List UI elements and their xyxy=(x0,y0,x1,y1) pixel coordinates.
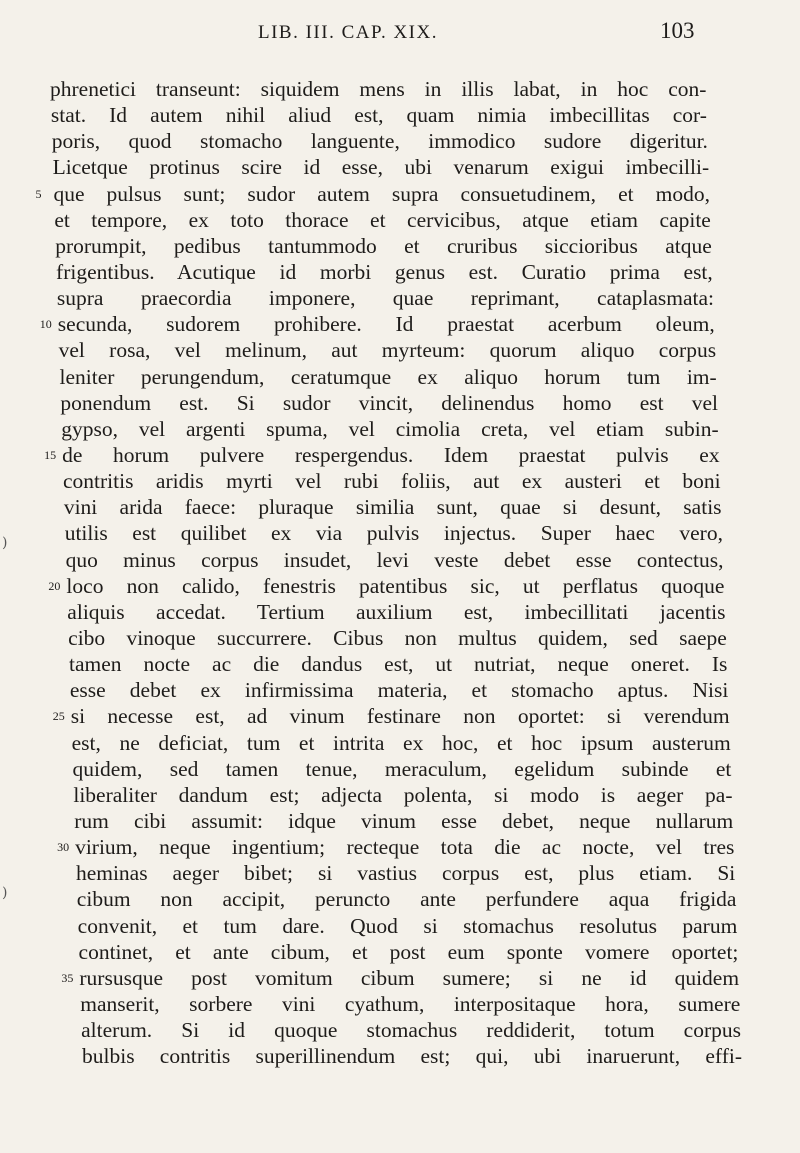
text-line xyxy=(0,1043,800,1069)
line-text: de horum pulvere respergendus. Idem praestat pulvis ex xyxy=(62,442,720,467)
line-number: 20 xyxy=(48,578,61,593)
line-text: tamen nocte ac die dandus est, ut nutriat, neque oneret. Is xyxy=(69,652,728,677)
body-text xyxy=(0,76,800,1069)
line-text: phrenetici transeunt: siquidem mens in illis labat, in hoc con- xyxy=(50,77,707,101)
line-text: prorumpit, pedibus tantummodo et cruribus siccioribus atque xyxy=(55,233,712,258)
line-text: et tempore, ex toto thorace et cervicibus, atque etiam capite xyxy=(54,207,711,232)
line-text: frigentibus. Acutique id morbi genus est. Curatio prima est, xyxy=(56,259,713,284)
line-text: esse debet ex infirmissima materia, et stomacho aptus. Nisi xyxy=(69,678,729,703)
line-text: liberaliter dandum est; adjecta polenta, si modo is aeger pa- xyxy=(73,782,733,807)
line-text: secunda, sudorem prohibere. Id praestat acerbum oleum, xyxy=(57,312,715,337)
text-line xyxy=(0,886,800,912)
text-line xyxy=(0,311,800,337)
page-number: 103 xyxy=(660,18,695,43)
margin-mark: ) xyxy=(2,885,8,901)
line-number: 10 xyxy=(39,317,52,332)
text-line xyxy=(0,416,800,442)
text-line xyxy=(0,808,800,834)
text-line xyxy=(0,599,800,625)
line-number: 25 xyxy=(52,709,65,724)
text-line xyxy=(0,1017,800,1043)
line-text: rum cibi assumit: idque vinum esse debet, neque nullarum xyxy=(74,808,734,833)
line-text: si necesse est, ad vinum festinare non oportet: si verendum xyxy=(70,704,730,729)
line-text: quo minus corpus insudet, levi veste debet esse contectus, xyxy=(65,547,724,572)
line-number: 5 xyxy=(35,186,42,201)
line-text: vini arida faece: pluraque similia sunt, quae si desunt, satis xyxy=(63,495,722,520)
line-text: que pulsus sunt; sudor autem supra consuetudinem, et modo, xyxy=(53,181,710,206)
text-line xyxy=(0,285,800,311)
line-text: gypso, vel argenti spuma, vel cimolia creta, vel etiam subin- xyxy=(61,416,719,441)
line-number: 15 xyxy=(44,447,57,462)
line-text: bulbis contritis superillinendum est; qui, ubi inaruerunt, effi- xyxy=(82,1044,742,1069)
line-number: 30 xyxy=(57,840,70,855)
line-text: aliquis accedat. Tertium auxilium est, imbecillitati jacentis xyxy=(67,599,726,624)
line-text: heminas aeger bibet; si vastius corpus est, plus etiam. Si xyxy=(75,861,736,886)
line-text: alterum. Si id quoque stomachus reddiderit, totum corpus xyxy=(81,1018,742,1043)
text-line xyxy=(0,913,800,939)
text-line xyxy=(0,233,800,259)
margin-mark: ) xyxy=(2,535,8,551)
text-line xyxy=(0,442,800,468)
text-line xyxy=(0,651,800,677)
text-line xyxy=(0,834,800,860)
line-text: stat. Id autem nihil aliud est, quam nimia imbecillitas cor- xyxy=(50,103,707,128)
text-line xyxy=(0,207,800,233)
text-line xyxy=(0,494,800,520)
text-line xyxy=(0,965,800,991)
line-text: cibo vinoque succurrere. Cibus non multus quidem, sed saepe xyxy=(68,625,727,650)
line-text: loco non calido, fenestris patentibus sic, ut perflatus quoque xyxy=(66,573,725,598)
line-text: est, ne deficiat, tum et intrita ex hoc, et hoc ipsum austerum xyxy=(71,730,731,755)
line-text: continet, et ante cibum, et post eum sponte vomere oportet; xyxy=(78,939,739,964)
text-line xyxy=(0,520,800,546)
text-line xyxy=(0,625,800,651)
line-text: poris, quod stomacho languente, immodico sudore digeritur. xyxy=(51,129,708,154)
line-text: ponendum est. Si sudor vincit, delinendus homo est vel xyxy=(60,390,719,415)
line-text: Licetque protinus scire id esse, ubi venarum exigui imbecilli- xyxy=(52,155,710,180)
line-text: convenit, et tum dare. Quod si stomachus resolutus parum xyxy=(77,913,738,938)
text-line xyxy=(0,337,800,363)
text-line xyxy=(0,677,800,703)
text-line xyxy=(0,128,800,154)
text-line xyxy=(0,730,800,756)
text-line xyxy=(0,154,800,180)
line-text: cibum non accipit, peruncto ante perfundere aqua frigida xyxy=(76,887,737,912)
text-line xyxy=(0,939,800,965)
text-line xyxy=(0,703,800,729)
line-text: manserit, sorbere vini cyathum, interpositaque hora, sumere xyxy=(80,991,741,1016)
text-line xyxy=(0,181,800,207)
line-number: 35 xyxy=(61,970,74,985)
page-header xyxy=(0,18,800,52)
line-text: virium, neque ingentium; recteque tota die ac nocte, vel tres xyxy=(75,835,735,860)
text-line xyxy=(0,547,800,573)
running-head: LIB. III. CAP. XIX. xyxy=(258,22,438,43)
text-line xyxy=(0,76,800,102)
line-text: supra praecordia imponere, quae reprimant, cataplasmata: xyxy=(56,286,715,311)
text-line xyxy=(0,573,800,599)
text-line xyxy=(0,390,800,416)
text-line xyxy=(0,756,800,782)
text-line xyxy=(0,782,800,808)
line-text: leniter perungendum, ceratumque ex aliquo horum tum im- xyxy=(59,364,717,389)
line-text: quidem, sed tamen tenue, meraculum, egelidum subinde et xyxy=(72,756,732,781)
text-line xyxy=(0,259,800,285)
text-line xyxy=(0,860,800,886)
line-text: contritis aridis myrti vel rubi foliis, aut ex austeri et boni xyxy=(62,469,721,494)
text-line xyxy=(0,102,800,128)
line-text: vel rosa, vel melinum, aut myrteum: quorum aliquo corpus xyxy=(58,338,717,363)
text-line xyxy=(0,991,800,1017)
text-line xyxy=(0,364,800,390)
line-text: utilis est quilibet ex via pulvis injectus. Super haec vero, xyxy=(64,521,723,546)
line-text: rursusque post vomitum cibum sumere; si ne id quidem xyxy=(79,965,740,990)
text-line xyxy=(0,468,800,494)
